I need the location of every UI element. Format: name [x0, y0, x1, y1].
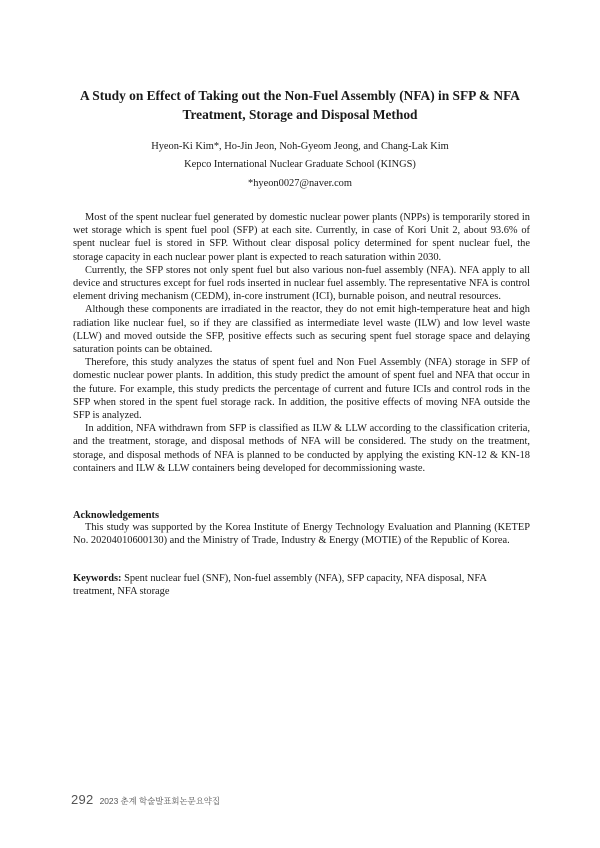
affiliation: Kepco International Nuclear Graduate School (KINGS): [184, 159, 416, 170]
body-paragraph: In addition, NFA withdrawn from SFP is classified as ILW & LLW according to the classification criteria, and the treatment, storage, and disposal methods of NFA will be considered. The study on the treatment, storage, and disposal methods of NFA is planned to be conducted by applying the existing KN-12 & KN-18 containers and ILW & LLW containers being developed for decommissioning waste.: [73, 423, 530, 474]
abstract-body: [73, 211, 530, 475]
body-paragraph: Most of the spent nuclear fuel generated by domestic nuclear power plants (NPPs) is temporarily stored in wet storage which is spent fuel pool (SFP) at each site. Currently, in case of Kori Unit 2, about 93.6% of spent nuclear fuel is stored in SFP. Without clear disposal policy determined for spent nuclear fuel, the storage capacity in each nuclear power plant is expected to reach saturation within 2030.: [73, 212, 530, 263]
paper-title: A Study on Effect of Taking out the Non-Fuel Assembly (NFA) in SFP & NFA Treatment, Storage and Disposal Method: [80, 88, 520, 122]
keywords-label: Keywords:: [73, 573, 122, 584]
proceedings-label: 2023 춘계 학술발표회논문요약집: [99, 796, 220, 806]
keywords-section: [73, 572, 530, 598]
page-number: 292: [71, 792, 94, 807]
acknowledgements-text: This study was supported by the Korea Institute of Energy Technology Evaluation and Planning (KETEP No. 20204010600130) and the Ministry of Trade, Industry & Energy (MOTIE) of the Republic of Korea.: [73, 522, 530, 547]
acknowledgements-heading: Acknowledgements: [73, 510, 160, 521]
body-paragraph: Currently, the SFP stores not only spent fuel but also various non-fuel assembly (NFA). NFA apply to all device and structures except for fuel rods inserted in nuclear fuel assembly. The representative NFA is control element driving mechanism (CEDM), in-core instrument (ICI), burnable poison, and neutral resources.: [73, 264, 530, 303]
contact-email: *hyeon0027@naver.com: [248, 178, 352, 189]
page-footer: [71, 791, 220, 809]
keywords-text: Spent nuclear fuel (SNF), Non-fuel assembly (NFA), SFP capacity, NFA disposal, NFA treatment, NFA storage: [73, 573, 487, 598]
author-list: Hyeon-Ki Kim*, Ho-Jin Jeon, Noh-Gyeom Jeong, and Chang-Lak Kim: [151, 141, 449, 152]
body-paragraph: Although these components are irradiated in the reactor, they do not emit high-temperature heat and high radiation like nuclear fuel, so if they are classified as intermediate level waste (ILW) and low level waste (LLW) and moved outside the SFP, positive effects such as securing spent fuel storage space and delaying saturation points can be obtained.: [73, 304, 530, 356]
body-paragraph: Therefore, this study analyzes the status of spent fuel and Non Fuel Assembly (NFA) storage in SFP of domestic nuclear power plants. In addition, this study predict the amount of spent fuel and NFA that occur in the future. For example, this study predicts the percentage of current and future ICIs and control rods in the SFP when stored in the spent fuel storage rack. In addition, the positive effects of moving NFA outside the SFP is analyzed.: [73, 357, 530, 422]
